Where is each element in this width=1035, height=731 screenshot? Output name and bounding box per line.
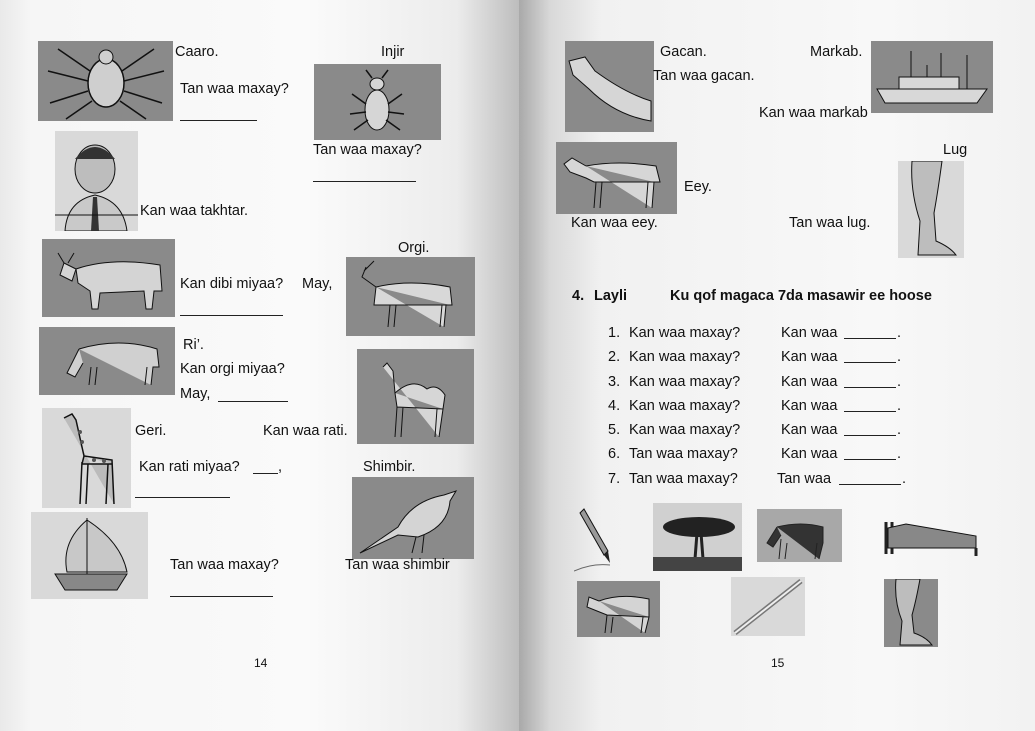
answer-blank-7[interactable] (170, 596, 273, 597)
item-answer-prefix: Kan waa (781, 349, 838, 365)
answer-blank-6[interactable] (135, 497, 230, 498)
item-answer-prefix: Kan waa (781, 422, 838, 438)
item-answer-prefix: Kan waa (781, 325, 838, 341)
question-tan-waa-maxay-2: Tan waa maxay? (313, 142, 422, 158)
item-period: . (897, 374, 902, 390)
item-number: 3. (608, 374, 621, 390)
bed-picture (882, 518, 980, 560)
item-answer-prefix: Kan waa (781, 374, 838, 390)
answer-blank-1[interactable] (180, 120, 257, 121)
item-question: Kan waa maxay? (629, 422, 741, 438)
bird-illustration (352, 477, 474, 559)
item-answer-prefix: Kan waa (781, 446, 838, 462)
text-kan-waa-eey: Kan waa eey. (571, 215, 658, 231)
page-number-left: 14 (254, 656, 268, 670)
word-gacan: Gacan. (660, 44, 707, 60)
text-tan-waa-gacan: Tan waa gacan. (653, 68, 755, 84)
item-question: Kan waa maxay? (629, 349, 741, 365)
item-period: . (897, 446, 902, 462)
text-kan-waa-rati: Kan waa rati. (263, 423, 348, 439)
leg-illustration (898, 161, 964, 258)
item-number: 1. (608, 325, 621, 341)
item-answer-blank[interactable] (839, 484, 901, 485)
word-caaro: Caaro. (175, 44, 219, 60)
grazing-sheep-illustration (39, 327, 175, 395)
item-period: . (897, 325, 902, 341)
item-number: 4. (608, 398, 621, 414)
item-answer-prefix: Tan waa (777, 471, 832, 487)
item-question: Tan waa maxay? (629, 471, 738, 487)
item-answer-blank[interactable] (844, 435, 896, 436)
leg-picture (884, 579, 938, 647)
item-answer-blank[interactable] (844, 338, 896, 339)
word-may-2: May, (180, 386, 211, 402)
text-tan-waa-lug: Tan waa lug. (789, 215, 871, 231)
exercise-label: Layli (594, 288, 628, 304)
question-kan-orgi-miyaa: Kan orgi miyaa? (180, 361, 285, 377)
item-number: 7. (608, 471, 621, 487)
item-question: Kan waa maxay? (629, 374, 741, 390)
ship-illustration (871, 41, 993, 113)
spider-illustration (38, 41, 173, 121)
exercise-number: 4. (572, 288, 585, 304)
item-answer-prefix: Kan waa (781, 398, 838, 414)
horse-picture (757, 509, 842, 562)
stick-picture (731, 577, 805, 636)
giraffe-illustration (42, 408, 131, 508)
camel-illustration (357, 349, 474, 444)
word-shimbir: Shimbir. (363, 459, 416, 475)
word-markab: Markab. (810, 44, 863, 60)
answer-blank-3[interactable] (180, 315, 283, 316)
item-period: . (902, 471, 907, 487)
word-geri: Geri. (135, 423, 167, 439)
pen-picture (574, 503, 622, 575)
word-injir: Injir (381, 44, 405, 60)
exercise-instruction: Ku qof magaca 7da masawir ee hoose (670, 288, 932, 304)
word-orgi: Orgi. (398, 240, 430, 256)
answer-blank-4[interactable] (218, 401, 288, 402)
doctor-illustration (55, 131, 138, 231)
word-eey: Eey. (684, 179, 712, 195)
answer-blank-5[interactable] (253, 473, 278, 474)
text-kan-waa-takhtar: Kan waa takhtar. (140, 203, 249, 219)
item-period: . (897, 349, 902, 365)
comma: , (278, 459, 283, 475)
goat-illustration (346, 257, 475, 336)
text-tan-waa-shimbir: Tan waa shimbir (345, 557, 450, 573)
item-number: 2. (608, 349, 621, 365)
cow-picture (577, 581, 660, 637)
right-page (519, 0, 1035, 731)
tree-picture (653, 503, 742, 571)
cow-illustration (42, 239, 175, 317)
question-kan-dibi-miyaa: Kan dibi miyaa? (180, 276, 284, 292)
question-tan-waa-maxay-3: Tan waa maxay? (170, 557, 279, 573)
item-answer-blank[interactable] (844, 411, 896, 412)
item-number: 6. (608, 446, 621, 462)
page-number-right: 15 (771, 656, 785, 670)
item-answer-blank[interactable] (844, 362, 896, 363)
word-lug: Lug (943, 142, 968, 158)
dog-illustration (556, 142, 677, 214)
item-period: . (897, 398, 902, 414)
sailboat-illustration (31, 512, 148, 599)
item-answer-blank[interactable] (844, 387, 896, 388)
item-question: Kan waa maxay? (629, 325, 741, 341)
item-period: . (897, 422, 902, 438)
arm-illustration (565, 41, 654, 132)
louse-illustration (314, 64, 441, 140)
word-ri: Ri’. (183, 337, 204, 353)
item-answer-blank[interactable] (844, 459, 896, 460)
question-kan-rati-miyaa: Kan rati miyaa? (139, 459, 240, 475)
item-question: Kan waa maxay? (629, 398, 741, 414)
answer-blank-2[interactable] (313, 181, 416, 182)
word-may-1: May, (302, 276, 333, 292)
text-kan-waa-markab: Kan waa markab (759, 105, 868, 121)
question-tan-waa-maxay-1: Tan waa maxay? (180, 81, 289, 97)
item-number: 5. (608, 422, 621, 438)
item-question: Tan waa maxay? (629, 446, 738, 462)
